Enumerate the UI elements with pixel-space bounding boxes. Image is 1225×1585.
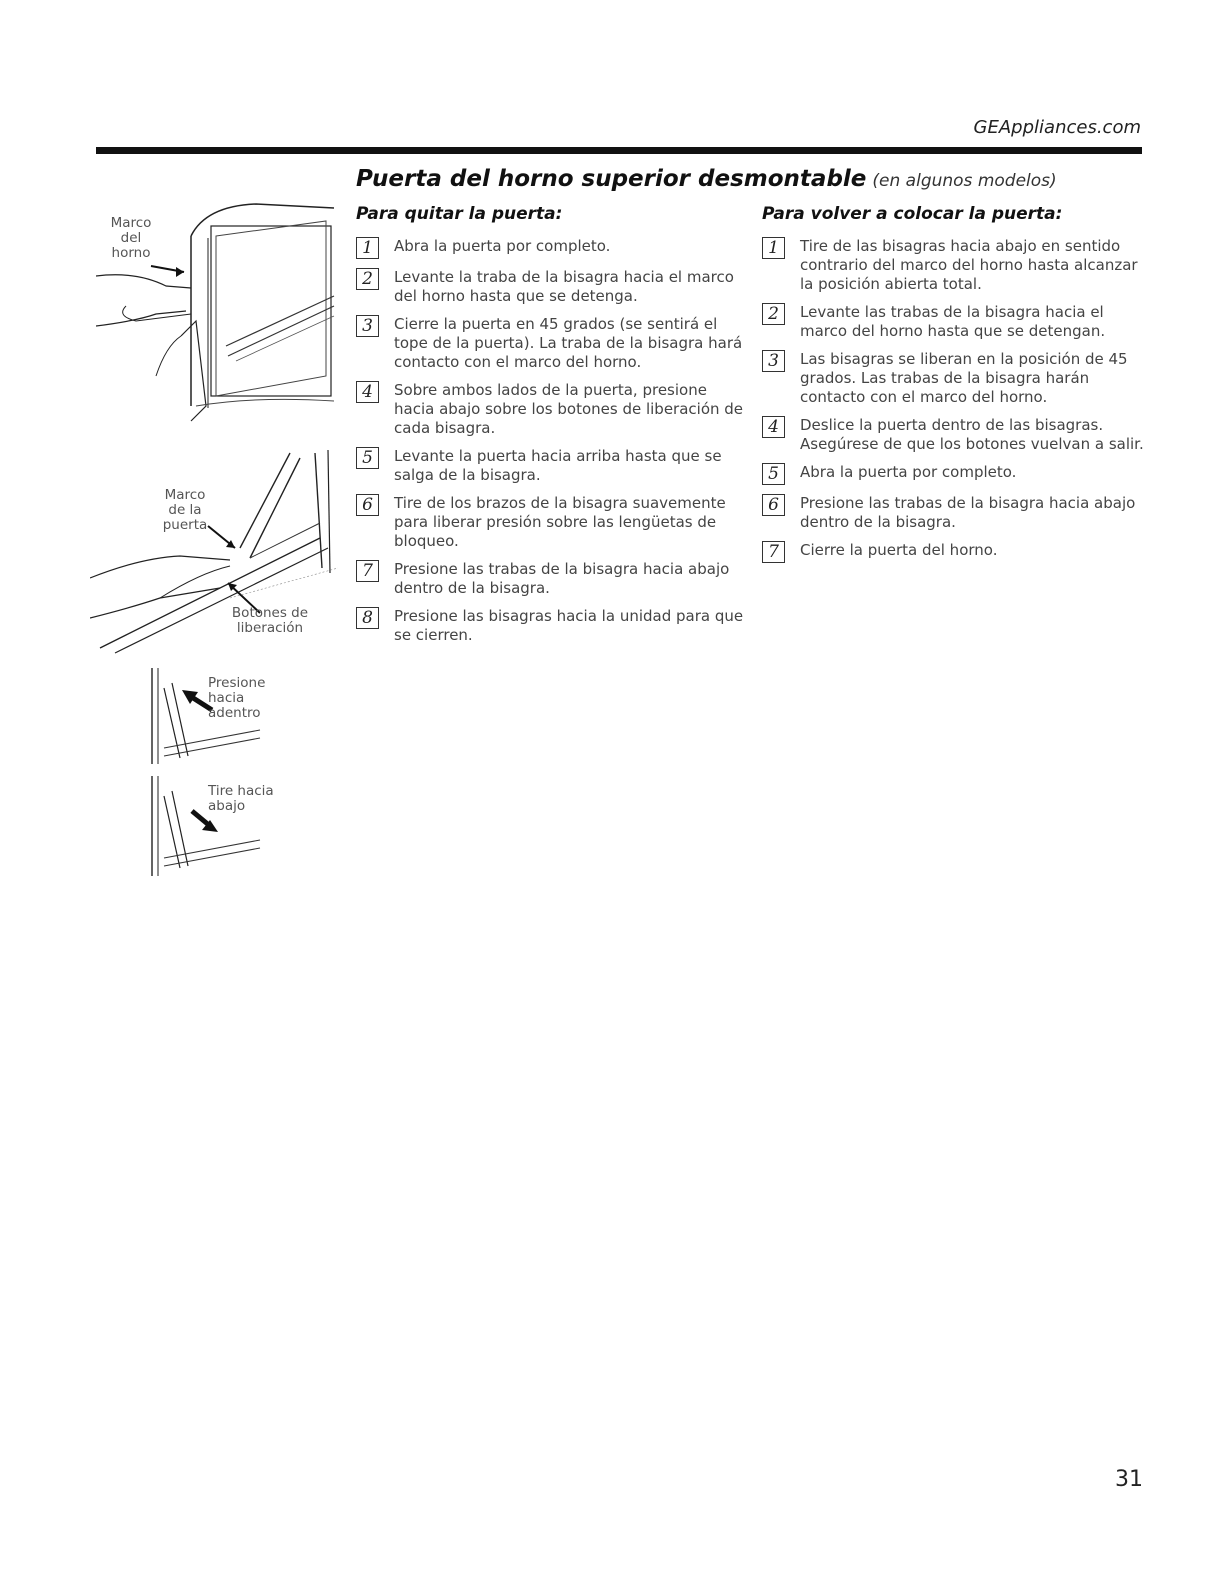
section-title-text: Puerta del horno superior desmontable	[356, 166, 867, 192]
step-number: 2	[356, 268, 379, 290]
replace-step	[762, 416, 1147, 454]
step-text: Levante las trabas de la bisagra hacia el marco del horno hasta que se detengan.	[800, 303, 1106, 340]
replace-step	[762, 303, 1147, 341]
figure-press-in	[150, 668, 280, 764]
step-text: Levante la puerta hacia arriba hasta que se salga de la bisagra.	[394, 447, 722, 484]
step-number: 7	[762, 541, 785, 563]
remove-step	[356, 560, 746, 598]
step-text: Deslice la puerta dentro de las bisagras. Asegúrese de que los botones vuelvan a salir.	[800, 416, 1144, 453]
step-text: Tire de los brazos de la bisagra suavemente para liberar presión sobre las lengüetas de bloqueo.	[394, 494, 726, 550]
replace-step	[762, 463, 1147, 485]
step-number: 3	[356, 315, 379, 337]
label-release-buttons: Botones de liberación	[231, 605, 309, 636]
step-text: Tire de las bisagras hacia abajo en sentido contrario del marco del horno hasta alcanzar la posición abierta total.	[800, 237, 1138, 293]
section-title	[356, 166, 1057, 192]
remove-step	[356, 237, 746, 259]
site-url: GEAppliances.com	[973, 117, 1141, 138]
step-number: 6	[762, 494, 785, 516]
header-rule	[96, 147, 1142, 154]
replace-step	[762, 237, 1147, 294]
remove-door-heading: Para quitar la puerta:	[356, 204, 563, 224]
step-text: Sobre ambos lados de la puerta, presione hacia abajo sobre los botones de liberación de cada bisagra.	[394, 381, 744, 437]
figure-door-frame	[90, 448, 338, 662]
replace-door-heading: Para volver a colocar la puerta:	[762, 204, 1063, 224]
label-door-frame: Marco de la puerta	[162, 487, 208, 533]
page-number: 31	[1115, 1467, 1143, 1492]
remove-step	[356, 447, 746, 485]
replace-door-section	[762, 204, 1147, 572]
step-number: 2	[762, 303, 785, 325]
step-text: Presione las trabas de la bisagra hacia abajo dentro de la bisagra.	[800, 494, 1136, 531]
step-text: Cierre la puerta del horno.	[800, 541, 998, 559]
label-press-in: Presione hacia adentro	[208, 675, 266, 721]
replace-step	[762, 541, 1147, 563]
label-pull-down: Tire hacia abajo	[208, 783, 274, 814]
replace-step	[762, 350, 1147, 407]
remove-step	[356, 381, 746, 438]
step-text: Presione las trabas de la bisagra hacia abajo dentro de la bisagra.	[394, 560, 730, 597]
label-oven-frame: Marco del horno	[110, 215, 152, 261]
remove-step	[356, 268, 746, 306]
step-number: 4	[762, 416, 785, 438]
step-number: 4	[356, 381, 379, 403]
section-subtitle: (en algunos modelos)	[872, 171, 1057, 191]
step-text: Abra la puerta por completo.	[800, 463, 1017, 481]
step-number: 8	[356, 607, 379, 629]
figure-oven-frame	[96, 196, 336, 426]
step-number: 5	[762, 463, 785, 485]
step-text: Abra la puerta por completo.	[394, 237, 611, 255]
step-number: 5	[356, 447, 379, 469]
step-number: 7	[356, 560, 379, 582]
figure-pull-down	[150, 776, 280, 876]
remove-step	[356, 494, 746, 551]
remove-step	[356, 315, 746, 372]
step-text: Cierre la puerta en 45 grados (se sentirá el tope de la puerta). La traba de la bisagra hará contacto con el marco del horno.	[394, 315, 743, 371]
step-number: 1	[762, 237, 785, 259]
step-text: Las bisagras se liberan en la posición de 45 grados. Las trabas de la bisagra harán contacto con el marco del horno.	[800, 350, 1128, 406]
step-number: 1	[356, 237, 379, 259]
remove-step	[356, 607, 746, 645]
step-text: Presione las bisagras hacia la unidad para que se cierren.	[394, 607, 744, 644]
step-number: 6	[356, 494, 379, 516]
replace-step	[762, 494, 1147, 532]
step-text: Levante la traba de la bisagra hacia el marco del horno hasta que se detenga.	[394, 268, 734, 305]
remove-door-section	[356, 204, 746, 654]
step-number: 3	[762, 350, 785, 372]
